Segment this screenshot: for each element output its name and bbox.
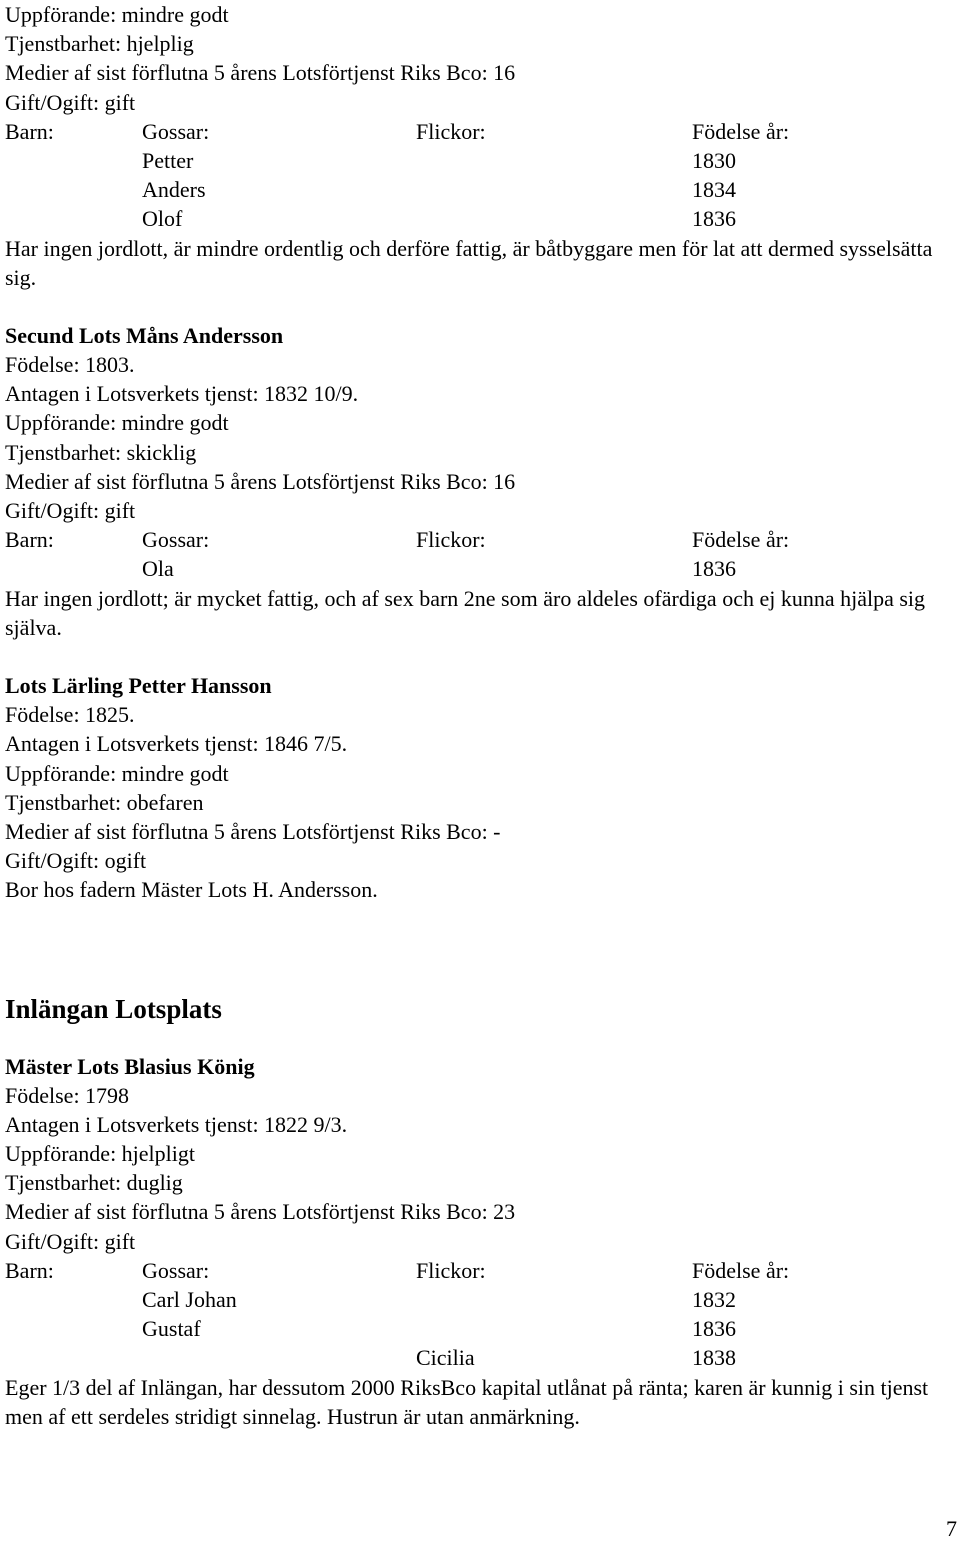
record-block-4 [5, 1052, 955, 1431]
flickor-label: Flickor: [416, 118, 486, 144]
fodelse: Födelse: 1803. [5, 352, 135, 378]
fodelse: Födelse: 1825. [5, 702, 135, 728]
remark: Bor hos fadern Mäster Lots H. Andersson. [5, 877, 378, 903]
barn-label: Barn: [5, 1257, 54, 1283]
medier: Medier af sist förflutna 5 årens Lotsförtjenst Riks Bco: 16 [5, 468, 516, 494]
gossar-label: Gossar: [142, 527, 210, 553]
flickor-label: Flickor: [416, 1257, 486, 1283]
uppforande: Uppförande: mindre godt [5, 760, 229, 786]
medier: Medier af sist förflutna 5 årens Lotsförtjenst Riks Bco: 23 [5, 1199, 516, 1225]
uppforande: Uppförande: mindre godt [5, 410, 229, 436]
child-year: 1836 [692, 556, 736, 582]
document-page [5, 0, 955, 1431]
children-header [5, 117, 955, 146]
remark: Har ingen jordlott; är mycket fattig, och af sex barn 2ne som äro aldeles ofärdiga och ej kunna hjälpa sig själva. [5, 585, 926, 640]
child-row [5, 204, 955, 233]
tjenstbarhet: Tjenstbarhet: obefaren [5, 789, 204, 815]
barn-label: Barn: [5, 527, 54, 553]
antagen: Antagen i Lotsverkets tjenst: 1832 10/9. [5, 381, 359, 407]
child-row [5, 1314, 955, 1343]
child-son: Petter [142, 147, 194, 173]
child-year: 1836 [692, 1316, 736, 1342]
children-header [5, 525, 955, 554]
section-title: Inlängan Lotsplats [5, 993, 222, 1024]
record-block-2 [5, 321, 955, 642]
antagen: Antagen i Lotsverkets tjenst: 1822 9/3. [5, 1111, 348, 1137]
gift-ogift: Gift/Ogift: gift [5, 498, 136, 524]
child-row [5, 175, 955, 204]
children-header [5, 1256, 955, 1285]
child-row [5, 1285, 955, 1314]
child-year: 1838 [692, 1345, 736, 1371]
child-son: Anders [142, 177, 206, 203]
child-son: Carl Johan [142, 1287, 237, 1312]
child-row [5, 146, 955, 175]
antagen: Antagen i Lotsverkets tjenst: 1846 7/5. [5, 731, 348, 757]
child-year: 1830 [692, 147, 736, 173]
pilot-name: Lots Lärling Petter Hansson [5, 673, 272, 698]
gossar-label: Gossar: [142, 118, 210, 144]
child-son: Ola [142, 556, 174, 582]
record-block-1 [5, 0, 955, 292]
child-son: Gustaf [142, 1316, 201, 1342]
record-block-3 [5, 671, 955, 905]
gossar-label: Gossar: [142, 1257, 210, 1283]
remark: Har ingen jordlott, är mindre ordentlig och derföre fattig, är båtbyggare men för lat att dermed sysselsätta sig. [5, 235, 933, 290]
tjenstbarhet: Tjenstbarhet: skicklig [5, 439, 197, 465]
medier: Medier af sist förflutna 5 årens Lotsförtjenst Riks Bco: - [5, 818, 501, 844]
child-year: 1836 [692, 206, 736, 232]
medier: Medier af sist förflutna 5 årens Lotsförtjenst Riks Bco: 16 [5, 60, 516, 86]
child-year: 1834 [692, 177, 736, 203]
fodelse-label: Födelse år: [692, 118, 790, 144]
child-year: 1832 [692, 1287, 736, 1312]
child-daughter: Cicilia [416, 1345, 475, 1371]
remark: Eger 1/3 del af Inlängan, har dessutom 2000 RiksBco kapital utlånat på ränta; karen är kunnig i sin tjenst men af ett serdeles stridigt sinnelag. Hustrun är utan anmärkning. [5, 1374, 929, 1429]
flickor-label: Flickor: [416, 527, 486, 553]
page-number: 7 [946, 1516, 957, 1541]
pilot-name: Mäster Lots Blasius König [5, 1053, 255, 1079]
child-row [5, 554, 955, 583]
fodelse-label: Födelse år: [692, 527, 790, 553]
gift-ogift: Gift/Ogift: gift [5, 89, 136, 115]
pilot-name: Secund Lots Måns Andersson [5, 322, 284, 348]
fodelse-label: Födelse år: [692, 1257, 790, 1283]
tjenstbarhet: Tjenstbarhet: duglig [5, 1170, 183, 1196]
tjenstbarhet: Tjenstbarhet: hjelplig [5, 31, 194, 57]
gift-ogift: Gift/Ogift: gift [5, 1228, 136, 1254]
fodelse: Födelse: 1798 [5, 1082, 130, 1108]
barn-label: Barn: [5, 118, 54, 144]
child-row [5, 1343, 955, 1372]
child-son: Olof [142, 206, 183, 232]
uppforande: Uppförande: hjelpligt [5, 1141, 196, 1167]
gift-ogift: Gift/Ogift: ogift [5, 848, 147, 874]
uppforande: Uppförande: mindre godt [5, 2, 229, 27]
